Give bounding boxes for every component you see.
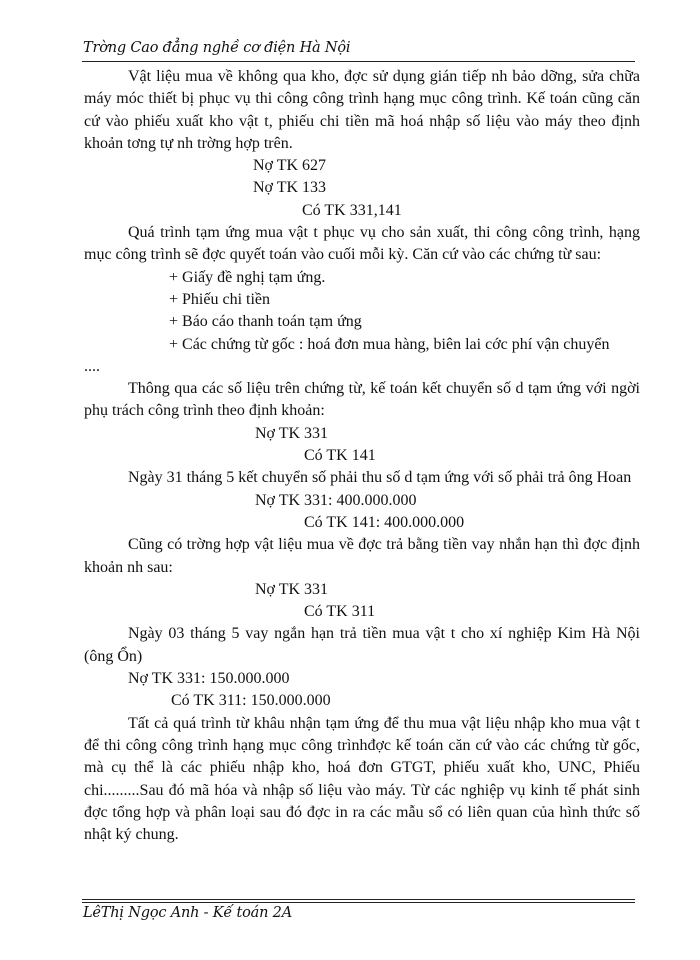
list-item: + Báo cáo thanh toán tạm ứng <box>169 313 362 331</box>
entry-credit-141-amount: Có TK 141: 400.000.000 <box>304 513 465 531</box>
entry-credit-311-loan: Có TK 311: 150.000.000 <box>171 692 331 710</box>
ellipsis-line: .... <box>84 357 100 375</box>
document-body <box>84 66 640 846</box>
paragraph-7: Tất cả quá trình từ khâu nhận tạm ứng để thu mua vật liệu nhập kho mua vật t để thi công công trình hạng mục công trìnhđợc kế toán căn cứ vào các chứng từ gốc, mà cụ thể là các phiếu nhập kho, hoá đơn GTGT, phiếu xuất kho, UNC, Phiếu chi.........Sau đó mã hóa và nhập số liệu vào máy. Từ các nghiệp vụ kinh tế phát sinh đợc tổng hợp và phân loại sau đó đợc in ra các mẫu sổ có liên quan của hình thức số nhật ký chung. <box>84 714 640 844</box>
paragraph-2: Quá trình tạm ứng mua vật t phục vụ cho sản xuất, thi công công trình, hạng mục công trình sẽ đợc quyết toán vào cuối mỗi kỳ. Căn cứ vào các chứng từ sau: <box>84 224 640 264</box>
entry-debit-331-b: Nợ TK 331 <box>255 580 329 598</box>
paragraph-5: Cũng có trờng hợp vật liệu mua về đợc trả bằng tiền vay nhắn hạn thì đợc định khoản nh sau: <box>84 536 640 576</box>
paragraph-1: Vật liệu mua về không qua kho, đợc sử dụng gián tiếp nh bảo dỡng, sửa chữa máy móc thiết bị phục vụ thi công công trình hạng mục công trình. Kế toán cũng căn cứ vào phiếu xuất kho vật t, phiếu chi tiền mã hoá nhập số liệu vào máy theo định khoản tơng tự nh trờng hợp trên. <box>84 68 640 152</box>
footer-rule-1 <box>82 899 635 900</box>
entry-debit-627: Nợ TK 627 <box>253 157 327 175</box>
paragraph-6: Ngày 03 tháng 5 vay ngắn hạn trả tiền mua vật t cho xí nghiệp Kim Hà Nội (ông Ổn) <box>84 625 640 665</box>
paragraph-3: Thông qua các số liệu trên chứng từ, kế toán kết chuyển số d tạm ứng với ngời phụ trách công trình theo định khoản: <box>84 380 640 420</box>
entry-debit-133: Nợ TK 133 <box>253 179 327 197</box>
list-item: + Giấy đề nghị tạm ứng. <box>169 268 326 286</box>
footer-rule-2 <box>82 902 635 903</box>
entry-debit-331: Nợ TK 331 <box>255 424 329 442</box>
entry-debit-331-loan: Nợ TK 331: 150.000.000 <box>128 670 290 688</box>
list-item: + Các chứng từ gốc : hoá đơn mua hàng, biên lai cớc phí vận chuyển <box>169 335 610 353</box>
entry-credit-141: Có TK 141 <box>304 447 376 465</box>
entry-debit-331-amount: Nợ TK 331: 400.000.000 <box>255 491 417 509</box>
paragraph-4: Ngày 31 tháng 5 kết chuyển số phải thu số d tạm ứng với số phải trả ông Hoan <box>128 469 632 487</box>
entry-credit-331-141: Có TK 331,141 <box>302 201 402 219</box>
header-rule <box>82 61 635 62</box>
list-item: + Phiếu chi tiền <box>169 290 271 308</box>
page-header: Trờng Cao đẳng nghề cơ điện Hà Nội <box>83 40 351 56</box>
entry-credit-311: Có TK 311 <box>304 603 376 621</box>
page-footer: LêThị Ngọc Anh - Kế toán 2A <box>83 905 292 921</box>
